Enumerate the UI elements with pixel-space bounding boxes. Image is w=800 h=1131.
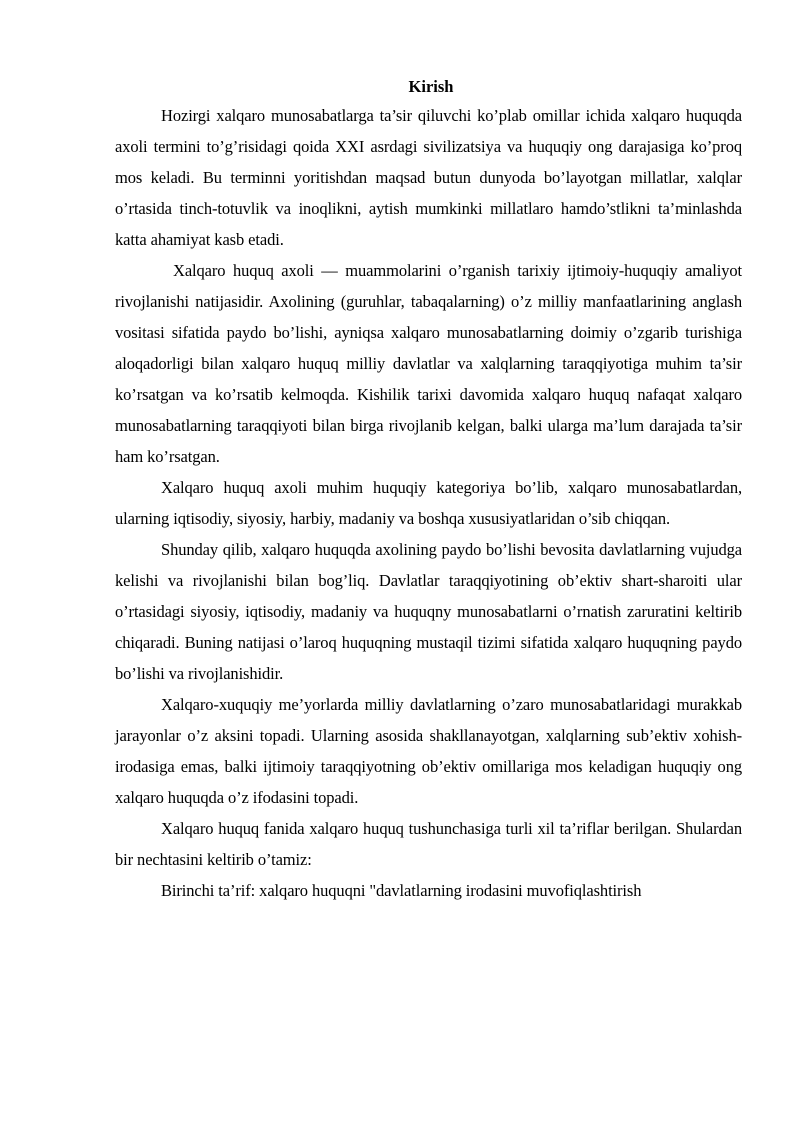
paragraph-norms: Xalqaro-xuquqiy me’yorlarda milliy davlatlarning o’zaro munosabatlaridagi murakkab jarayonlar o’z aksini topadi. Ularning asosida shakllanayotgan, xalqlarning sub’ektiv xohish-irodasiga emas, balki ijtimoiy taraqqiyotning ob’ektiv omillariga mos keladigan huquqiy ong xalqaro huquqda o’z ifodasini topadi. xyxy=(115,695,742,807)
document-title: Kirish xyxy=(408,77,454,96)
paragraph-states: Shunday qilib, xalqaro huquqda axolining paydo bo’lishi bevosita davlatlarning vujudga kelishi va rivojlanishi bilan bog’liq. Davlatlar taraqqiyotining ob’ektiv shart-sharoiti ular o’rtasidagi siyosiy, iqtisodiy, madaniy va huquqny munosabatlarni o’rnatish zaruratini keltirib chiqaradi. Buning natijasi o’laroq huquqning mustaqil tizimi sifatida xalqaro huquqning paydo bo’lishi va rivojlanishidir. xyxy=(115,540,742,683)
paragraph-category: Xalqaro huquq axoli muhim huquqiy kategoriya bo’lib, xalqaro munosabatlardan, ularning iqtisodiy, siyosiy, harbiy, madaniy va boshqa xususiyatlaridan o’sib chiqqan. xyxy=(115,478,742,528)
paragraph-history: Xalqaro huquq axoli — muammolarini o’rganish tarixiy ijtimoiy-huquqiy amaliyot rivojlanishi natijasidir. Axolining (guruhlar, tabaqalarning) o’z milliy manfaatlarining anglash vositasi sifatida paydo bo’lishi, ayniqsa xalqaro munosabatlarning doimiy o’zgarib turishiga aloqadorligi bilan xalqaro huquq milliy davlatlar va xalqlarning taraqqiyotiga muhim ta’sir ko’rsatgan va ko’rsatib kelmoqda. Kishilik tarixi davomida xalqaro huquq nafaqat xalqaro munosabatlarning taraqqiyoti bilan birga rivojlanib kelgan, balki ularga ma’lum darajada ta’sir ham ko’rsatgan. xyxy=(115,261,742,466)
paragraph-intro: Hozirgi xalqaro munosabatlarga ta’sir qiluvchi ko’plab omillar ichida xalqaro huquqda axoli termini to’g’risidagi qoida XXI asrdagi sivilizatsiya va huquqiy ong darajasiga ko’proq mos keladi. Bu terminni yoritishdan maqsad butun dunyoda bo’layotgan millatlar, xalqlar o’rtasida tinch-totuvlik va inoqlikni, aytish mumkinki millatlaro hamdo’stlikni ta’minlashda katta ahamiyat kasb etadi. xyxy=(115,106,742,249)
document-page xyxy=(115,76,742,906)
paragraph-first-definition: Birinchi ta’rif: xalqaro huquqni "davlatlarning irodasini muvofiqlashtirish xyxy=(161,881,642,900)
paragraph-definitions: Xalqaro huquq fanida xalqaro huquq tushunchasiga turli xil ta’riflar berilgan. Shulardan bir nechtasini keltirib o’tamiz: xyxy=(115,819,742,869)
